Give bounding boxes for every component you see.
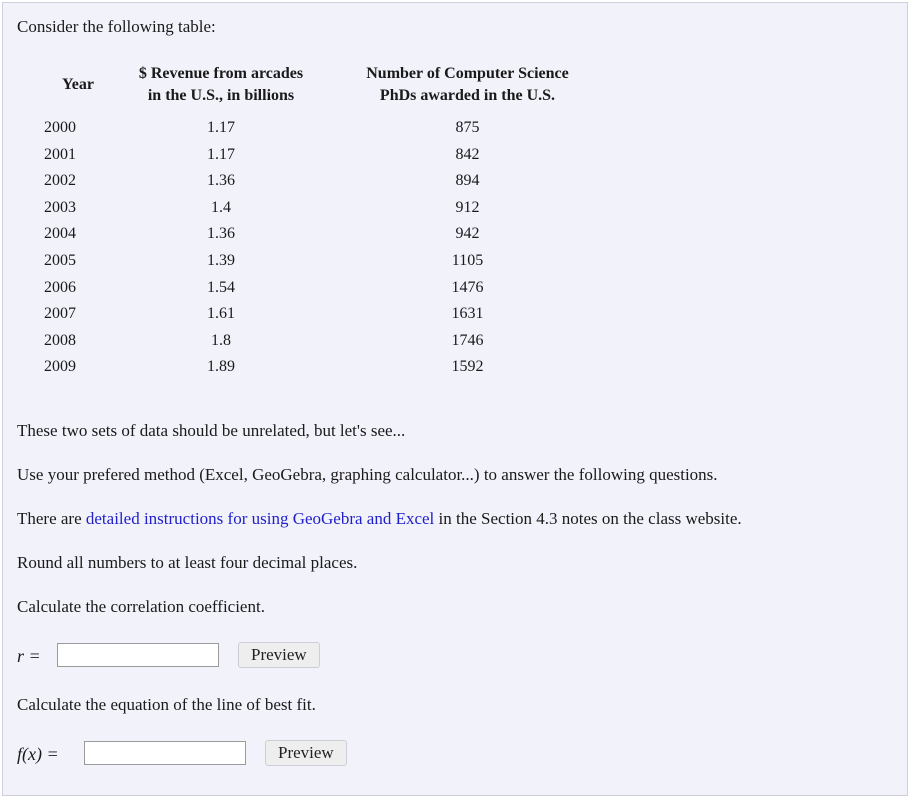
r-label: r = [17,646,41,666]
table-row [30,275,605,302]
cell-revenue: 1.36 [207,225,235,243]
cell-phds: 842 [455,145,480,163]
cell-year: 2003 [44,198,76,216]
f-answer-input[interactable] [84,741,246,765]
cell-phds: 875 [455,119,480,136]
table-row [30,328,605,355]
r-preview-button[interactable]: Preview [238,642,320,668]
header-revenue [112,63,330,115]
question-panel [2,2,908,796]
method-text: Use your prefered method (Excel, GeoGebra, graphing calculator...) to answer the following questions. [17,465,718,484]
table-row [30,195,605,222]
cell-year: 2007 [44,305,76,323]
table-row [30,248,605,275]
cell-revenue: 1.17 [207,145,235,163]
cell-revenue: 1.54 [207,278,235,296]
cell-year: 2001 [44,145,76,163]
cell-phds: 1746 [451,331,484,349]
instructions-prefix: There are [17,509,86,528]
cell-revenue: 1.39 [207,251,235,269]
intro-text: Consider the following table: [17,17,216,36]
header-phds-line2: PhDs awarded in the U.S. [379,87,556,104]
cell-year: 2004 [44,225,76,243]
cell-phds: 1476 [451,278,484,296]
cell-year: 2005 [44,251,76,269]
cell-year: 2009 [44,358,76,376]
unrelated-text: These two sets of data should be unrelated, but let's see... [17,421,406,440]
header-revenue-line1: $ Revenue from arcades [138,65,304,82]
instructions-text [17,509,742,529]
cell-year: 2002 [44,172,76,190]
header-phds-line1: Number of Computer Science [366,65,569,82]
cell-phds: 1105 [451,251,484,269]
table-row [30,221,605,248]
table-header-row [30,63,605,115]
table-row [30,301,605,328]
table-body [30,115,605,381]
question-correlation: Calculate the correlation coefficient. [17,597,265,616]
f-preview-button[interactable]: Preview [265,740,347,766]
table-row [30,168,605,195]
cell-revenue: 1.36 [207,172,235,190]
cell-revenue: 1.17 [207,119,235,136]
cell-phds: 1592 [451,358,484,376]
header-year: Year [62,76,94,93]
cell-revenue: 1.61 [207,305,235,323]
table-row [30,142,605,169]
cell-phds: 1631 [451,305,484,323]
table-row [30,115,605,142]
header-revenue-line2: in the U.S., in billions [147,87,295,104]
cell-phds: 894 [455,172,480,190]
table-row [30,354,605,381]
cell-year: 2006 [44,278,76,296]
round-text: Round all numbers to at least four decimal places. [17,553,358,572]
instructions-link[interactable]: detailed instructions for using GeoGebra and Excel [85,509,435,528]
cell-phds: 942 [455,225,480,243]
cell-revenue: 1.8 [211,331,231,349]
cell-year: 2008 [44,331,76,349]
r-answer-input[interactable] [57,643,219,667]
cell-year: 2000 [44,119,76,136]
data-table [30,63,605,381]
cell-revenue: 1.4 [211,198,231,216]
instructions-suffix: in the Section 4.3 notes on the class website. [434,509,742,528]
question-best-fit: Calculate the equation of the line of best fit. [17,695,316,714]
cell-phds: 912 [455,198,480,216]
f-label: f(x) = [17,744,59,764]
cell-revenue: 1.89 [207,358,235,376]
header-phds [330,63,605,115]
